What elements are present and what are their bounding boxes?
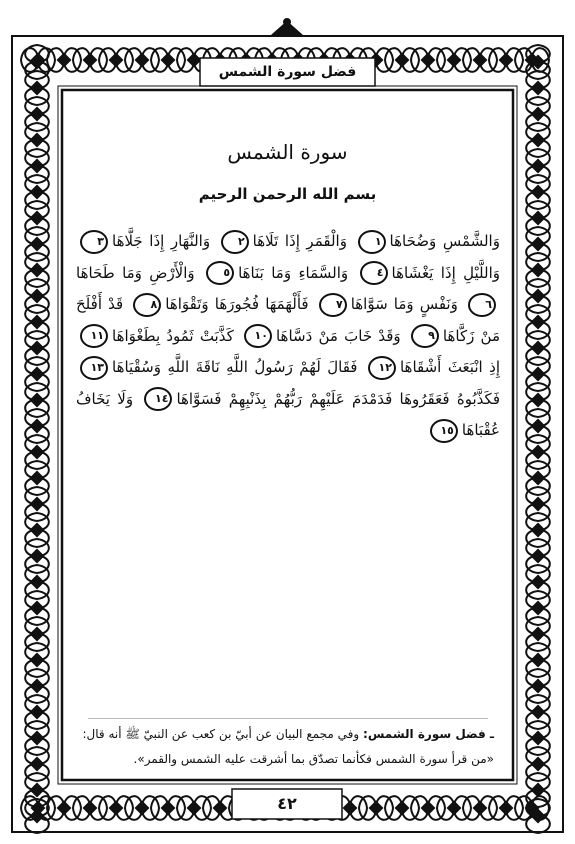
verse-text: وَقَدْ خَابَ مَنْ دَسَّاهَا	[275, 326, 401, 345]
verse-text: وَالْأَرْضِ وَمَا طَحَاهَا	[76, 263, 195, 282]
verse-text: وَالنَّهَارِ إِذَا جَلَّاهَا	[112, 232, 211, 250]
verse-text: وَالسَّمَاءِ وَمَا بَنَاهَا	[238, 263, 349, 282]
ayah-number-marker: ٦	[468, 293, 496, 317]
ayah-number-marker: ٥	[206, 261, 234, 285]
footnote-quote: «من قرأ سورة الشمس فكأنما تصدّق بما أشرقت عليه الشمس والقمر».	[133, 752, 494, 766]
verse-text: وَالشَّمْسِ وَضُحَاهَا	[389, 232, 500, 250]
ayah-number-marker: ٣	[80, 230, 108, 254]
footnote-divider	[88, 718, 488, 719]
verse-text: فَكَذَّبُوهُ فَعَقَرُوهَا فَدَمْدَمَ عَلَيْهِمْ رَبُّهُمْ بِذَنْبِهِمْ فَسَوَّاهَا	[176, 389, 500, 408]
ayah-number-marker: ١٤	[144, 387, 172, 411]
crown-finial-knob	[283, 18, 291, 26]
verse-text: فَقَالَ لَهُمْ رَسُولُ اللَّهِ نَاقَةَ اللَّهِ وَسُقْيَاهَا	[112, 358, 358, 376]
surah-title: سورة الشمس	[227, 140, 348, 164]
verse-text: كَذَّبَتْ ثَمُودُ بِطَغْوَاهَا	[112, 326, 234, 345]
verse-text: وَالْقَمَرِ إِذَا تَلَاهَا	[252, 232, 347, 250]
footnote-label: ـ فضل سورة الشمس:	[363, 727, 494, 741]
verse-text: وَاللَّيْلِ إِذَا يَغْشَاهَا	[391, 263, 500, 282]
verse-text: وَنَفْسٍ وَمَا سَوَّاهَا	[350, 295, 458, 313]
page-number: ٤٢	[277, 794, 297, 813]
ayah-number-marker: ١٣	[80, 356, 108, 380]
verse-text: وَلَا يَخَافُ عُقْبَاهَا	[76, 389, 500, 439]
verse-text: قَدْ أَفْلَحَ مَنْ زَكَّاهَا	[76, 295, 500, 345]
ayah-number-marker: ١١	[80, 324, 108, 348]
footnote	[82, 722, 494, 772]
ayah-number-marker: ١٥	[430, 419, 458, 443]
ayah-number-marker: ٨	[133, 293, 161, 317]
footnote-line	[82, 722, 494, 747]
ayah-number-marker: ٧	[319, 293, 347, 317]
ayah-number-marker: ٢	[221, 230, 249, 254]
running-header-title: فضل سورة الشمس	[218, 64, 357, 80]
verse-text: إِذِ انْبَعَثَ أَشْقَاهَا	[399, 358, 500, 376]
ayah-number-marker: ١٠	[244, 324, 272, 348]
footnote-text: وفي مجمع البيان عن أبيّ بن كعب عن النبيّ ﷺ أنه قال:	[82, 727, 360, 741]
ayah-number-marker: ١	[358, 230, 386, 254]
ayah-number-marker: ١٢	[368, 356, 396, 380]
ayah-number-marker: ٩	[411, 324, 439, 348]
basmala: بسم الله الرحمن الرحيم	[198, 185, 377, 203]
verse-text: فَأَلْهَمَهَا فُجُورَهَا وَتَقْوَاهَا	[165, 295, 309, 313]
ayah-number-marker: ٤	[360, 261, 388, 285]
verses-block	[76, 226, 500, 447]
